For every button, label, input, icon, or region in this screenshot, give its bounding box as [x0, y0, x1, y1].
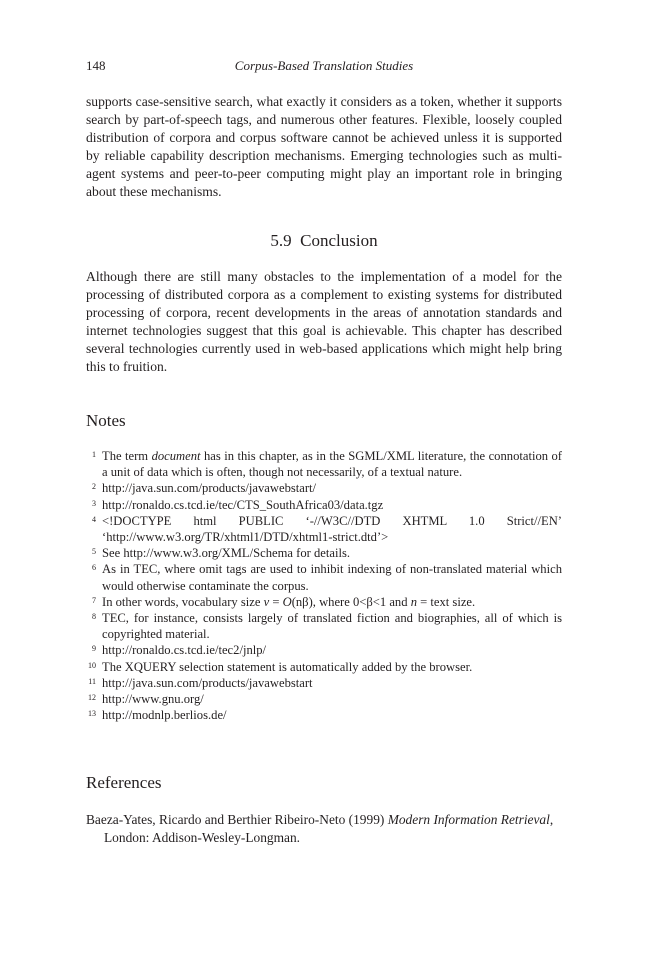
note-item: [86, 707, 562, 723]
page-number: 148: [86, 58, 106, 73]
notes-list: [86, 448, 562, 723]
formula-big-o: O: [282, 594, 292, 609]
note-item: [86, 675, 562, 691]
note-link: http://www.gnu.org/: [102, 692, 204, 707]
body-paragraph-2: Although there are still many obstacles to the implementation of a model for the processing of distributed corpora as a complement to existing systems for distributed processing of corpora, recent developments in the areas of annotation standards and internet technologies suggest that this goal is achievable. This chapter has described several technologies currently used in web-based applications which might help bring this to fruition.: [86, 269, 562, 374]
note-text: The term: [102, 449, 152, 463]
note-number: 11: [88, 676, 96, 686]
formula-variable: n: [410, 594, 417, 609]
note-item: [86, 448, 562, 480]
section-heading: [86, 231, 562, 251]
section-title: Conclusion: [300, 231, 378, 250]
note-item: [86, 594, 562, 610]
body-paragraph-1: supports case-sensitive search, what exactly it considers as a token, whether it supports search by part-of-speech tags, and numerous other features. Flexible, loosely coupled distribution of corpora and corpus software cannot be achieved unless it is supported by reliable capability description mechanisms. Emerging technologies such as multi-agent systems and peer-to-peer computing might play an important role in bringing about these mechanisms.: [86, 94, 562, 199]
note-link: http://ronaldo.cs.tcd.ie/tec2/jnlp/: [102, 643, 267, 658]
note-text: As in TEC, where omit tags are used to inhibit indexing of non-translated material which would otherwise contaminate the corpus.: [102, 562, 562, 593]
note-text: has in this chapter, as in the SGML/XML literature, the connotation of a unit of data which is often, though not necessarily, of a textual nature.: [102, 449, 562, 480]
note-item: [86, 642, 562, 658]
note-item: [86, 659, 562, 675]
note-link: http://java.sun.com/products/javawebstart: [102, 675, 313, 690]
note-number: 7: [92, 595, 96, 605]
formula-equals: =: [269, 594, 283, 609]
note-number: 6: [92, 563, 96, 573]
note-number: 9: [92, 644, 96, 654]
note-number: 5: [92, 547, 96, 557]
note-item: [86, 610, 562, 642]
note-text: In other words, vocabulary size: [102, 594, 264, 609]
note-item: [86, 545, 562, 561]
note-text: The XQUERY selection statement is automatically added by the browser.: [102, 659, 473, 674]
reference-authors: Baeza-Yates, Ricardo and Berthier Ribeiro-Neto (1999): [86, 812, 388, 827]
note-text: See http://www.w3.org/XML/Schema for details.: [102, 546, 350, 561]
note-link: http://java.sun.com/products/javawebstart/: [102, 481, 317, 496]
note-text: <!DOCTYPE html PUBLIC ‘-//W3C//DTD XHTML 1.0 Strict//EN’ ‘http://www.w3.org/TR/xhtml1/DTD/xhtml1-strict.dtd’>: [102, 513, 562, 545]
note-item: [86, 513, 562, 545]
note-item: [86, 561, 562, 593]
note-text: TEC, for instance, consists largely of translated fiction and biographies, all of which is copyrighted material.: [102, 611, 562, 642]
running-title: Corpus-Based Translation Studies: [234, 58, 414, 73]
note-link: http://modnlp.berlios.de/: [102, 708, 227, 723]
notes-heading: Notes: [86, 411, 126, 430]
note-number: 3: [92, 498, 96, 508]
formula-argument: (nβ): [291, 594, 313, 609]
note-emphasis: document: [151, 449, 201, 463]
note-text: , where 0<β<1 and: [312, 594, 411, 609]
note-item: [86, 480, 562, 496]
note-link: http://ronaldo.cs.tcd.ie/tec/CTS_SouthAfrica03/data.tgz: [102, 497, 384, 512]
reference-entry: [86, 811, 562, 847]
note-text: = text size.: [416, 594, 476, 609]
reference-title: Modern Information Retrieval: [387, 812, 550, 827]
references-heading: References: [86, 773, 162, 792]
note-number: 8: [92, 612, 96, 622]
note-number: 10: [88, 660, 96, 670]
reference-publisher: , London: Addison-Wesley-Longman.: [104, 812, 554, 845]
running-head: [86, 58, 562, 76]
note-number: 1: [92, 450, 96, 459]
note-number: 13: [88, 709, 96, 719]
section-number: 5.9: [270, 231, 292, 250]
note-item: [86, 691, 562, 707]
note-number: 2: [92, 482, 96, 492]
note-number: 4: [92, 514, 96, 524]
formula-variable: v: [263, 594, 270, 609]
note-item: [86, 497, 562, 513]
note-number: 12: [88, 693, 96, 703]
